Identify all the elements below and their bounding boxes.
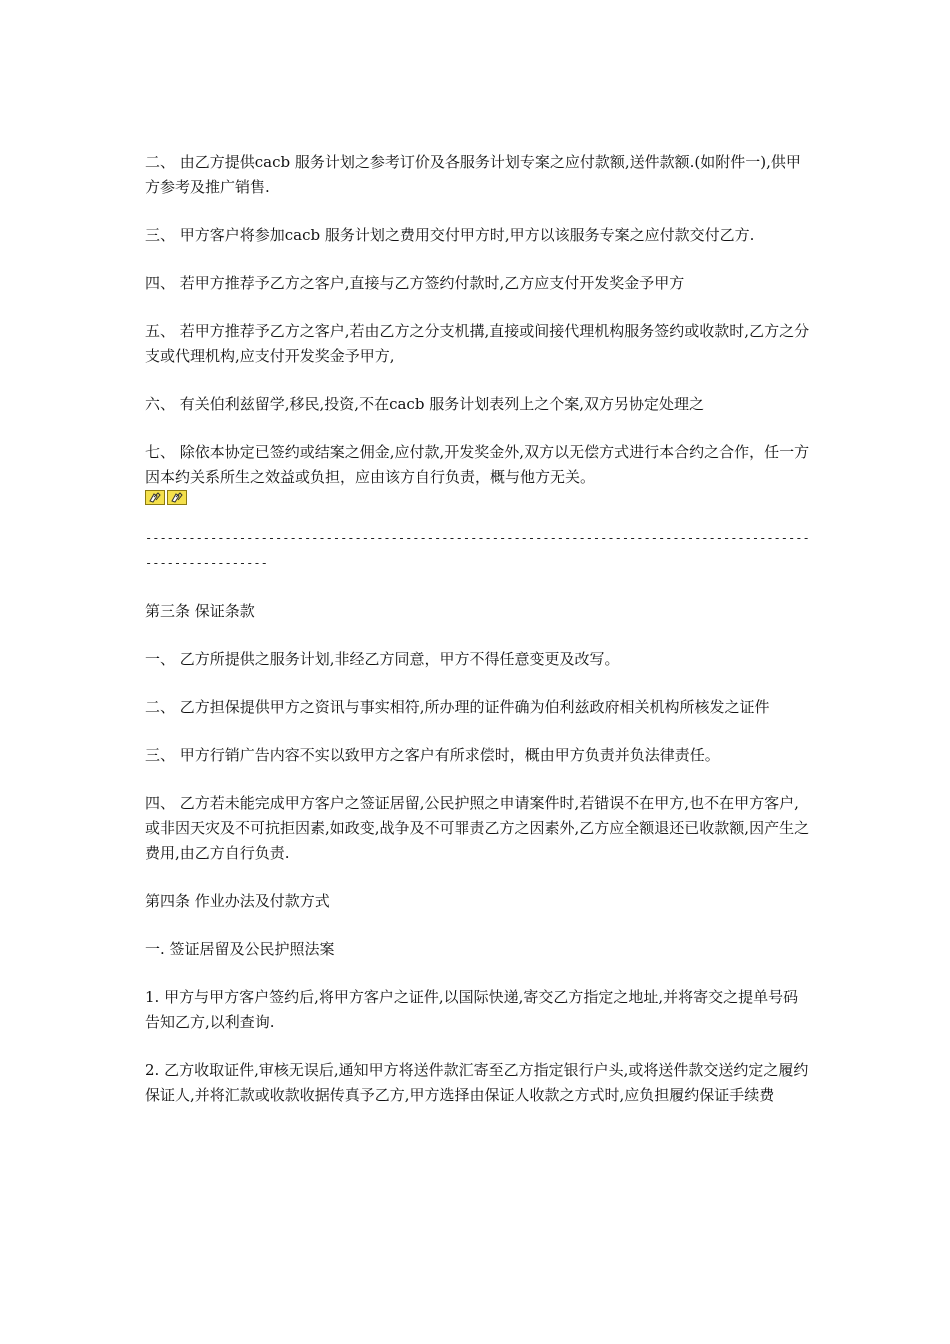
document-page xyxy=(145,150,810,1108)
article-3-title: 第三条 保证条款 xyxy=(145,602,255,620)
clause-7: 七、 除依本协定已签约或结案之佣金,应付款,开发奖金外,双方以无偿方式进行本合约之合作，任一方因本约关系所生之效益或负担，应由该方自行负责，概与他方无关。 xyxy=(145,443,810,486)
clause-5: 五、 若甲方推荐予乙方之客户,若由乙方之分支机搆,直接或间接代理机构服务签约或收款时,乙方之分支或代理机构,应支付开发奖金予甲方, xyxy=(145,322,810,365)
article-4-item-1: 1. 甲方与甲方客户签约后,将甲方客户之证件,以国际快递,寄交乙方指定之地址,并将寄交之提单号码告知乙方,以利查询. xyxy=(145,988,799,1031)
clause-3: 三、 甲方客户将参加cacb 服务计划之费用交付甲方时,甲方以该服务专案之应付款交付乙方. xyxy=(145,226,755,244)
article-3-item-3: 三、 甲方行销广告内容不实以致甲方之客户有所求偿时，概由甲方负责并负法律责任。 xyxy=(145,746,720,764)
clause-6: 六、 有关伯利兹留学,移民,投资,不在cacb 服务计划表列上之个案,双方另协定处理之 xyxy=(145,395,704,413)
article-3-item-1: 一、 乙方所提供之服务计划,非经乙方同意，甲方不得任意变更及改写。 xyxy=(145,650,620,668)
document-link-icon-glyph xyxy=(170,492,184,503)
clause-4: 四、 若甲方推荐予乙方之客户,直接与乙方签约付款时,乙方应支付开发奖金予甲方 xyxy=(145,274,685,292)
section-divider: ------------------------------------------------------------------------------------------------------------- xyxy=(145,531,810,570)
article-4-title: 第四条 作业办法及付款方式 xyxy=(145,892,330,910)
document-link-icon-glyph xyxy=(148,492,162,503)
article-3-item-2: 二、 乙方担保提供甲方之资讯与事实相符,所办理的证件确为伯利兹政府相关机构所核发之证件 xyxy=(145,698,770,716)
embedded-icons xyxy=(145,490,810,506)
article-3-item-4: 四、 乙方若未能完成甲方客户之签证居留,公民护照之申请案件时,若错误不在甲方,也不在甲方客户,或非因天灾及不可抗拒因素,如政变,战争及不可罪责乙方之因素外,乙方应全额退还已收款额,因产生之费用,由乙方自行负责. xyxy=(145,794,810,862)
clause-2: 二、 由乙方提供cacb 服务计划之参考订价及各服务计划专案之应付款额,送件款额.(如附件一),供甲方参考及推广销售. xyxy=(145,153,801,196)
document-link-icon[interactable] xyxy=(145,490,165,505)
document-link-icon[interactable] xyxy=(167,490,187,505)
article-4-item-2: 2. 乙方收取证件,审核无误后,通知甲方将送件款汇寄至乙方指定银行户头,或将送件款交送约定之履约保证人,并将汇款或收款收据传真予乙方,甲方选择由保证人收款之方式时,应负担履约保证手续费 xyxy=(145,1061,809,1104)
article-4-subtitle: 一. 签证居留及公民护照法案 xyxy=(145,940,335,958)
